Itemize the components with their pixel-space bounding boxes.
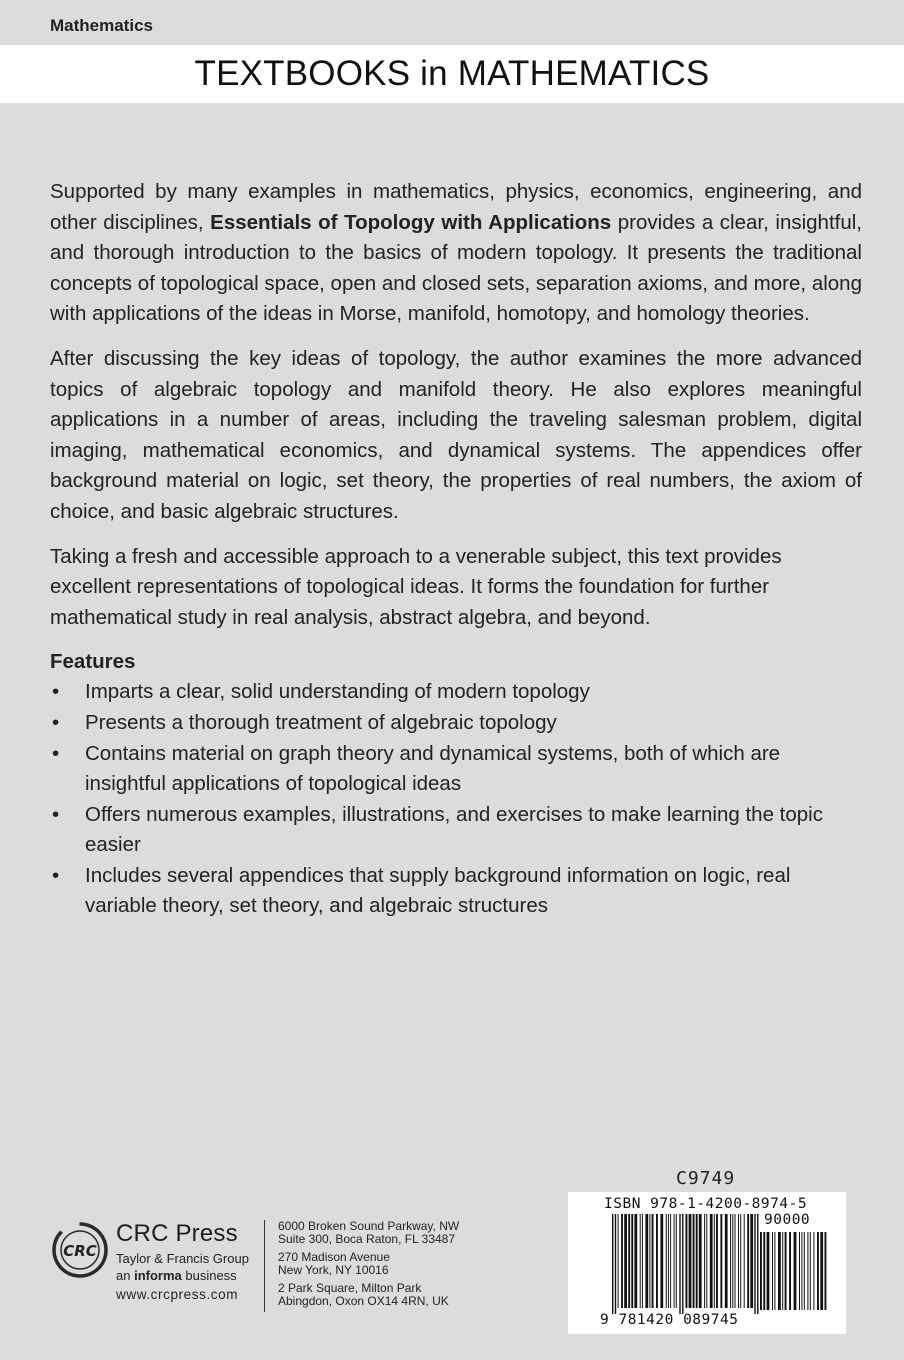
publisher-addresses xyxy=(278,1220,459,1313)
barcode-bar xyxy=(621,1214,623,1308)
feature-text: Presents a thorough treatment of algebraic topology xyxy=(85,710,557,734)
description-paragraph-2: After discussing the key ideas of topology, the author examines the more advanced topics of algebraic topology and manifold theory. He also explores meaningful applications in a number of areas, including the traveling salesman problem, digital imaging, mathematical economics, and dynamical systems. The appendices offer background material on logic, set theory, the properties of real numbers, the axiom of choice, and basic algebraic structures. xyxy=(50,346,862,523)
features-list xyxy=(50,677,862,922)
barcode-bar xyxy=(670,1214,671,1308)
publisher-block xyxy=(52,1214,522,1314)
address-line: 2 Park Square, Milton Park xyxy=(278,1281,422,1295)
feature-item xyxy=(50,800,862,861)
barcode-bar xyxy=(735,1214,736,1308)
feature-item xyxy=(50,739,862,800)
barcode-guard xyxy=(754,1214,755,1314)
barcode-guard xyxy=(612,1214,613,1314)
bullet: • xyxy=(52,680,60,704)
barcode-bar xyxy=(618,1214,619,1308)
bullet: • xyxy=(52,863,60,887)
barcode-bar xyxy=(696,1214,698,1308)
barcode-bar xyxy=(714,1214,715,1308)
barcode-bar xyxy=(704,1214,705,1308)
barcode-bar xyxy=(666,1214,667,1308)
barcode-bar xyxy=(652,1214,654,1308)
bullet: • xyxy=(52,710,60,734)
barcode-addon-bar xyxy=(763,1232,765,1310)
barcode-guard xyxy=(679,1214,680,1314)
barcode-bar xyxy=(642,1214,643,1308)
informa-pre: an xyxy=(116,1268,135,1283)
barcode-addon-bar xyxy=(772,1232,773,1310)
publisher-name: CRC Press xyxy=(116,1220,238,1247)
barcode-addon-bar xyxy=(801,1232,802,1310)
barcode-guard xyxy=(757,1214,758,1314)
crc-logo-icon xyxy=(52,1222,108,1278)
barcode-bar xyxy=(668,1214,669,1308)
barcode-bar xyxy=(624,1214,627,1308)
bullet: • xyxy=(52,741,60,765)
barcode-bar xyxy=(656,1214,658,1308)
barcode-addon-bar xyxy=(807,1232,808,1310)
feature-text: Offers numerous examples, illustrations, and exercises to make learning the topic easier xyxy=(85,802,823,857)
barcode-bar xyxy=(674,1214,675,1308)
barcode-bar xyxy=(686,1214,688,1308)
barcode-addon-bar xyxy=(817,1232,819,1310)
barcode-bar xyxy=(631,1214,633,1308)
features-heading: Features xyxy=(50,650,136,674)
barcode-addon-bar xyxy=(782,1232,783,1310)
series-title-band xyxy=(0,45,904,103)
barcode-guard xyxy=(682,1214,683,1314)
barcode-bar xyxy=(706,1214,707,1308)
address-line: 270 Madison Avenue xyxy=(278,1250,390,1264)
barcode-addon-bar xyxy=(813,1232,814,1310)
barcode-addon-bar xyxy=(789,1232,791,1310)
barcode-bar xyxy=(720,1214,722,1308)
address-line: New York, NY 10016 xyxy=(278,1263,389,1277)
barcode-bar xyxy=(750,1214,753,1308)
isbn-label: ISBN 978-1-4200-8974-5 xyxy=(604,1196,808,1212)
category-label: Mathematics xyxy=(50,16,153,35)
feature-item xyxy=(50,708,862,739)
description-p1-pre: Supported by many examples in mathematics, physics, economics, engineering, and other disciplines, xyxy=(50,180,862,234)
description xyxy=(50,177,862,922)
description-paragraph-1 xyxy=(50,177,862,330)
barcode-guard xyxy=(615,1214,616,1314)
barcode-bar xyxy=(649,1214,650,1308)
address-block xyxy=(278,1251,459,1277)
bullet: • xyxy=(52,802,60,826)
feature-text: Includes several appendices that supply background information on logic, real variable theory, set theory, and algebraic structures xyxy=(85,863,791,918)
crc-logo-text: CRC xyxy=(63,1242,97,1260)
barcode-bar xyxy=(744,1214,745,1308)
barcode-bar xyxy=(689,1214,692,1308)
barcode-bar xyxy=(710,1214,713,1308)
price-code: 90000 xyxy=(764,1212,811,1228)
barcode-bar xyxy=(740,1214,741,1308)
publisher-informa xyxy=(116,1268,237,1283)
book-title: Essentials of Topology with Applications xyxy=(210,210,612,234)
barcode-addon-bar xyxy=(774,1232,775,1310)
barcode-addon-bar xyxy=(778,1232,781,1310)
barcode-addon-bar xyxy=(760,1232,762,1310)
barcode-addon-bar xyxy=(825,1232,827,1310)
address-line: 6000 Broken Sound Parkway, NW xyxy=(278,1219,460,1233)
barcode-box xyxy=(568,1192,846,1334)
barcode-addon-bar xyxy=(767,1232,770,1310)
barcode-bar xyxy=(730,1214,731,1308)
barcode-bar xyxy=(628,1214,630,1308)
address-block xyxy=(278,1282,459,1308)
barcode-bar xyxy=(640,1214,641,1308)
barcode-bar xyxy=(693,1214,695,1308)
barcode-bar xyxy=(699,1214,702,1308)
barcode-bar xyxy=(716,1214,718,1308)
feature-item xyxy=(50,677,862,708)
feature-text: Contains material on graph theory and dynamical systems, both of which are insightful applications of topological ideas xyxy=(85,741,781,796)
feature-text: Imparts a clear, solid understanding of modern topology xyxy=(85,680,590,704)
barcode-addon-bar xyxy=(799,1232,800,1310)
publisher-group: Taylor & Francis Group xyxy=(116,1251,249,1266)
barcode-addon-bar xyxy=(785,1232,787,1310)
informa-bold: informa xyxy=(134,1268,182,1283)
series-title: TEXTBOOKS in MATHEMATICS xyxy=(194,54,710,93)
description-p1-post: provides a clear, insightful, and thorough introduction to the basics of modern topology. It presents the traditional concepts of topological space, open and closed sets, separation axioms, and more, along with applications of the ideas in Morse, manifold, homotopy, and homology theories. xyxy=(50,210,862,326)
barcode-bar xyxy=(732,1214,733,1308)
barcode-bar xyxy=(676,1214,677,1308)
feature-item xyxy=(50,861,862,922)
address-block xyxy=(278,1220,459,1246)
address-line: Abingdon, Oxon OX14 4RN, UK xyxy=(278,1294,449,1308)
barcode-addon-bar xyxy=(794,1232,797,1310)
informa-post: business xyxy=(181,1268,237,1283)
address-line: Suite 300, Boca Raton, FL 33487 xyxy=(278,1232,456,1246)
description-paragraph-3: Taking a fresh and accessible approach to a venerable subject, this text provides excellent representations of topological ideas. It forms the foundation for further mathematical study in real analysis, abstract algebra, and beyond. xyxy=(50,544,782,629)
barcode-bar xyxy=(738,1214,739,1308)
barcode-bar xyxy=(645,1214,648,1308)
barcode-addon-bar xyxy=(820,1232,823,1310)
barcode-bar xyxy=(660,1214,663,1308)
product-code: C9749 xyxy=(676,1168,736,1189)
barcode-addon-bar xyxy=(804,1232,805,1310)
barcode-bar xyxy=(634,1214,637,1308)
ean-digits: 9 781420 089745 xyxy=(600,1312,739,1328)
barcode-bar xyxy=(725,1214,728,1308)
barcode-bar xyxy=(747,1214,749,1308)
divider xyxy=(264,1220,265,1312)
barcode-addon-bar xyxy=(810,1232,811,1310)
publisher-website[interactable]: www.crcpress.com xyxy=(116,1287,239,1302)
